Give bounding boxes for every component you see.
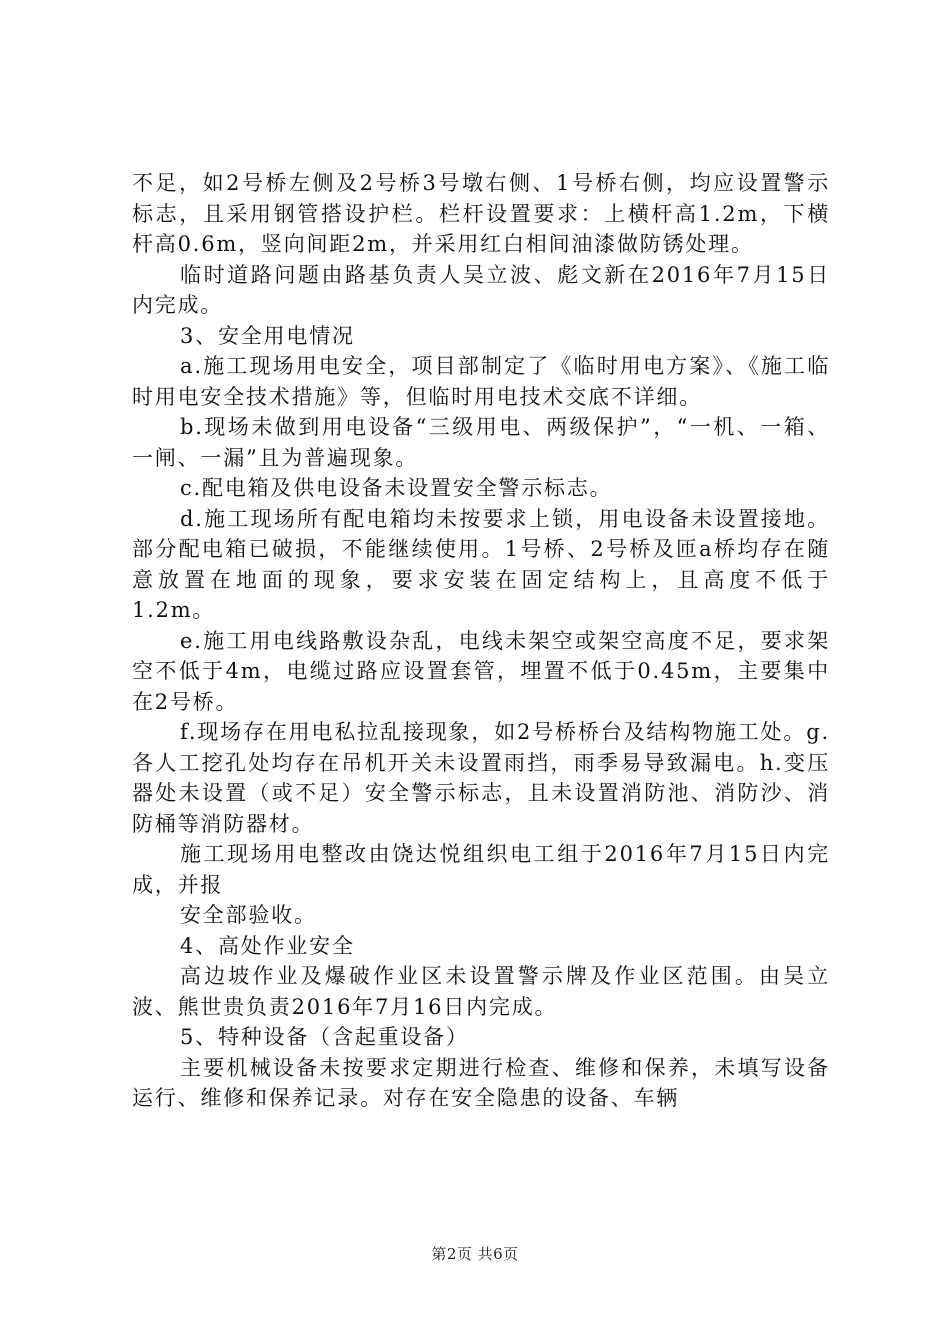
paragraph-acceptance: 安全部验收。 [180,903,317,927]
paragraph-item-f: f.现场存在用电私拉乱接现象，如2号桥桥台及结构物施工处。g.各人工挖孔处均存在吊机开关未设置雨挡，雨季易导致漏电。h.变压器处未设置（或不足）安全警示标志，且未设置消防池、消防沙、消防桶等消防器材。 [132,720,830,836]
page-number-footer: 第2页 共6页 [431,1245,519,1263]
document-body [132,168,830,1114]
paragraph-item-e: e.施工用电线路敷设杂乱，电线未架空或架空高度不足，要求架空不低于4m，电缆过路应设置套管，埋置不低于0.45m，主要集中在2号桥。 [132,628,830,714]
paragraph-height-work: 高边坡作业及爆破作业区未设置警示牌及作业区范围。由吴立波、熊世贵负责2016年7月16日内完成。 [132,964,830,1019]
paragraph-1: 不足，如2号桥左侧及2号桥3号墩右侧、1号桥右侧，均应设置警示标志，且采用钢管搭设护栏。栏杆设置要求：上横杆高1.2m，下横杆高0.6m，竖向间距2m，并采用红白相间油漆做防锈处理。 [132,171,830,256]
section-heading-5: 5、特种设备（含起重设备） [180,1025,469,1049]
paragraph-item-a: a.施工现场用电安全，项目部制定了《临时用电方案》、《施工临时用电安全技术措施》等，但临时用电技术交底不详细。 [132,354,830,409]
section-heading-4: 4、高处作业安全 [180,933,355,958]
paragraph-item-b: b.现场未做到用电设备“三级用电、两级保护”，“一机、一箱、一闸、一漏”且为普遍现象。 [132,415,830,470]
paragraph-item-c: c.配电箱及供电设备未设置安全警示标志。 [180,476,613,500]
paragraph-item-d: d.施工现场所有配电箱均未按要求上锁，用电设备未设置接地。部分配电箱已破损，不能继续使用。1号桥、2号桥及匝a桥均存在随意放置在地面的现象，要求安装在固定结构上，且高度不低于1.2m。 [132,506,830,622]
paragraph-rectification: 施工现场用电整改由饶达悦组织电工组于2016年7月15日内完成，并报 [132,842,830,897]
paragraph-2: 临时道路问题由路基负责人吴立波、彪文新在2016年7月15日内完成。 [132,262,830,317]
paragraph-equipment: 主要机械设备未按要求定期进行检查、维修和保养，未填写设备运行、维修和保养记录。对存在安全隐患的设备、车辆 [132,1055,830,1110]
section-heading-3: 3、安全用电情况 [180,323,355,348]
